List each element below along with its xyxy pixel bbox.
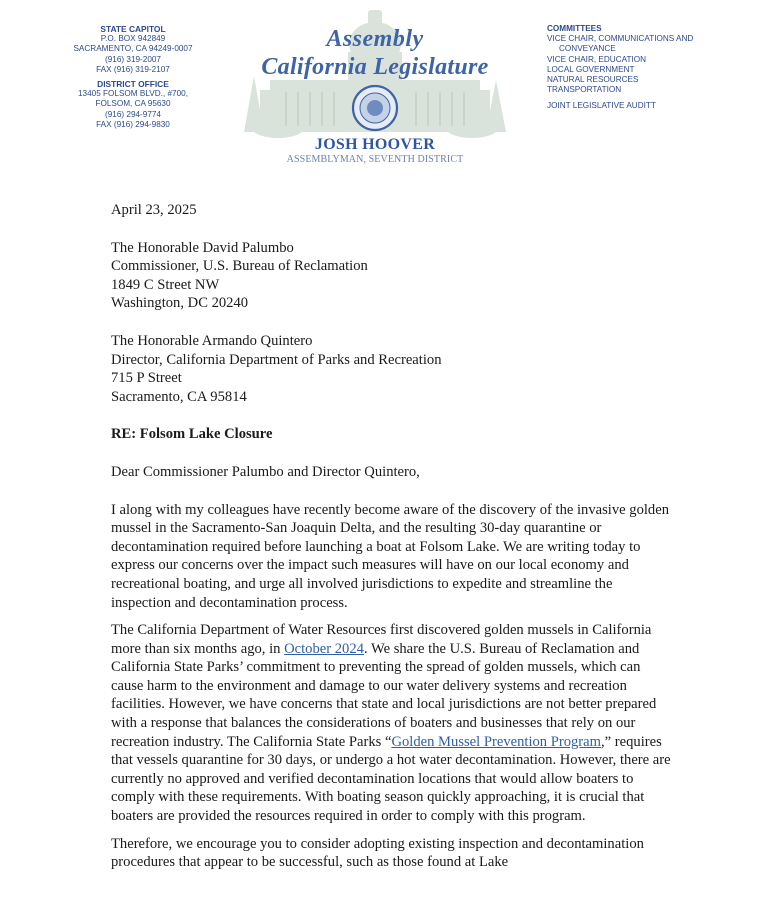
assemblyman-name: JOSH HOOVER	[314, 136, 436, 153]
recipient-address-1	[111, 239, 671, 313]
committee-item: VICE CHAIR, COMMUNICATIONS AND	[547, 34, 694, 44]
recipient-city: Washington, DC 20240	[111, 295, 249, 312]
committee-item: NATURAL RESOURCES	[547, 75, 639, 85]
district-address-line: FOLSOM, CA 95630	[95, 99, 171, 109]
recipient-title: Director, California Department of Parks and Recreation	[111, 351, 442, 368]
committee-item: LOCAL GOVERNMENT	[547, 64, 635, 74]
letter-date: April 23, 2025	[111, 202, 197, 218]
committee-item-joint: JOINT LEGISLATIVE AUDITT	[547, 101, 656, 111]
committees-heading: COMMITTEES	[547, 24, 602, 33]
district-phone: (916) 294-9774	[105, 109, 161, 119]
capitol-fax: FAX (916) 319-2107	[96, 64, 170, 74]
california-seal-icon	[353, 86, 397, 130]
district-address-line: 13405 FOLSOM BLVD., #700,	[78, 89, 188, 99]
golden-mussel-program-link[interactable]: Golden Mussel Prevention Program	[391, 733, 601, 750]
capitol-phone: (916) 319-2007	[105, 54, 161, 64]
committee-item: TRANSPORTATION	[547, 85, 622, 95]
recipient-city: Sacramento, CA 95814	[111, 388, 247, 405]
capitol-address-line: P.O. BOX 942849	[100, 34, 166, 44]
recipient-street: 1849 C Street NW	[111, 276, 220, 293]
district-office-heading: DISTRICT OFFICE	[97, 79, 169, 90]
paragraph-2-text: The California Department of Water Resources first discovered golden mussels in California more than six months ago, in	[111, 622, 652, 657]
recipient-name: The Honorable David Palumbo	[111, 239, 294, 256]
assemblyman-district: ASSEMBLYMAN, SEVENTH DISTRICT	[286, 154, 464, 165]
letter-body	[111, 201, 671, 872]
letterhead-committees	[547, 24, 747, 112]
district-fax: FAX (916) 294-9830	[96, 119, 170, 129]
letterhead-crest	[240, 6, 510, 174]
recipient-address-2	[111, 332, 671, 406]
october-2024-link[interactable]: October 2024	[284, 640, 364, 657]
recipient-name: The Honorable Armando Quintero	[111, 332, 313, 349]
paragraph-2-text: . We share the U.S. Bureau of Reclamation and California State Parks’ commitment to preventing the spread of golden mussels, which can cause harm to the environment and damage to our water delivery systems and recreation facilities. However, we have concerns that state and local jurisdictions are not better prepared with a response that balances the considerations of boaters and businesses that rely on our recreation industry. The California State Parks “	[111, 640, 657, 750]
paragraph-1: I along with my colleagues have recently become aware of the discovery of the invasive golden mussel in the Sacramento-San Joaquin Delta, and the resulting 30-day quarantine or decontamination required before launching a boat at Folsom Lake. We are writing today to express our concerns over the impact such measures will have on our local economy and recreational boating, and urge all involved jurisdictions to expedite and streamline the inspection and decontamination process.	[111, 501, 670, 611]
capitol-address-line: SACRAMENTO, CA 94249-0007	[73, 44, 193, 54]
paragraph-2-text: ,” requires that vessels quarantine for 30 days, or undergo a hot water decontamination. However, there are currently no approved and verified decontamination locations that would allow boaters to comply with these requirements. With boating season quickly approaching, it is crucial that boaters are provided the resources required in order to comply with this program.	[111, 733, 671, 825]
paragraph-2	[111, 621, 671, 826]
committee-item: CONVEYANCE	[559, 44, 616, 54]
assembly-title: Assembly	[326, 26, 424, 52]
committee-item: VICE CHAIR, EDUCATION	[547, 54, 647, 64]
recipient-title: Commissioner, U.S. Bureau of Reclamation	[111, 258, 368, 275]
paragraph-3: Therefore, we encourage you to consider adopting existing inspection and decontamination procedures that appear to be successful, such as those found at Lake	[111, 835, 644, 871]
state-capitol-heading: STATE CAPITOL	[100, 24, 166, 34]
recipient-street: 715 P Street	[111, 370, 182, 387]
salutation: Dear Commissioner Palumbo and Director Quintero,	[111, 463, 420, 480]
california-legislature-title: California Legislature	[261, 54, 489, 80]
subject-line: RE: Folsom Lake Closure	[111, 426, 273, 443]
letterhead-left-contact	[62, 24, 204, 130]
